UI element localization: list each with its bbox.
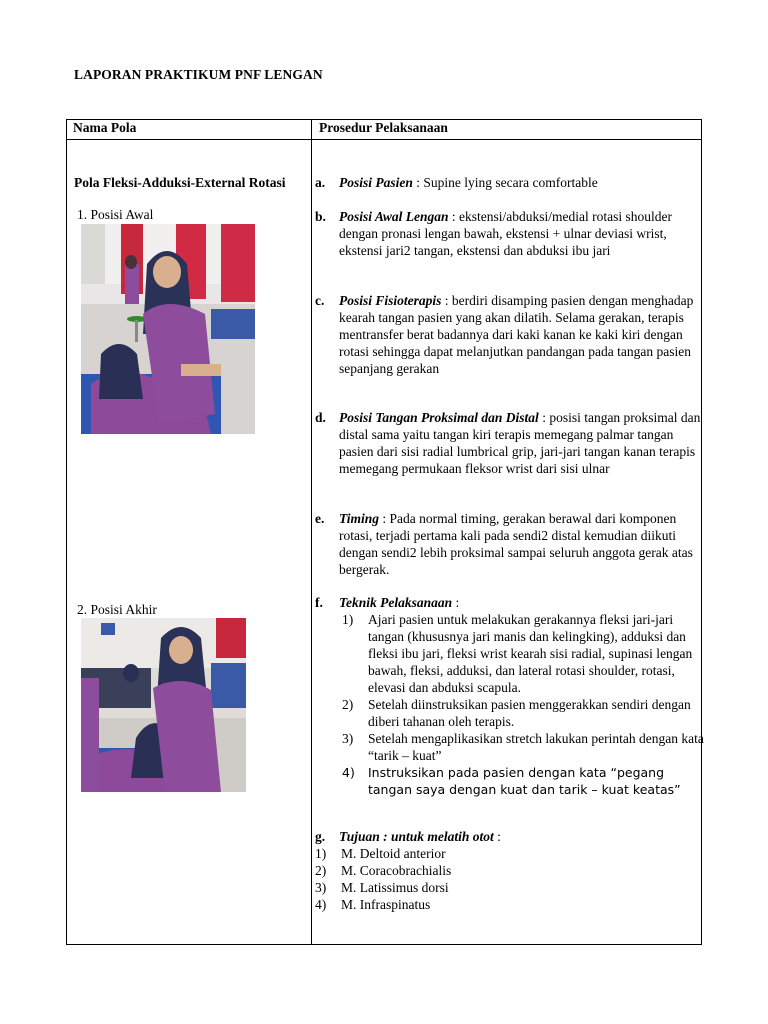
list-item: 2) M. Coracobrachialis xyxy=(315,863,452,878)
section-f-text: : xyxy=(452,595,460,610)
teknik-list xyxy=(342,611,705,798)
section-g xyxy=(315,828,705,913)
section-b-text: : ekstensi/abduksi/medial rotasi shoulder dengan pronasi lengan bawah, ekstensi + ulnar deviasi wrist, ekstensi jari2 tangan, ekstensi dan abduksi ibu jari xyxy=(339,209,672,258)
section-e-heading: Timing xyxy=(339,511,380,526)
section-d-heading: Posisi Tangan Proksimal dan Distal xyxy=(339,410,539,425)
section-e-letter: e. xyxy=(315,511,325,526)
posisi-awal-label: 1. Posisi Awal xyxy=(77,207,154,222)
list-item: 4) M. Infraspinatus xyxy=(315,897,431,912)
col-header-prosedur: Prosedur Pelaksanaan xyxy=(312,120,702,140)
section-e xyxy=(315,510,705,578)
document-title: LAPORAN PRAKTIKUM PNF LENGAN xyxy=(74,67,323,82)
section-a-letter: a. xyxy=(315,175,326,190)
section-a-heading: Posisi Pasien xyxy=(339,175,413,190)
section-a-text: : Supine lying secara comfortable xyxy=(412,175,598,190)
list-item: 1) M. Deltoid anterior xyxy=(315,846,446,861)
otot-list xyxy=(315,845,705,913)
section-b xyxy=(315,208,705,259)
list-item: 4) Instruksikan pada pasien dengan kata “pegang tangan saya dengan kuat dan tarik – kuat keatas” xyxy=(342,765,681,797)
section-d-text: : posisi tangan proksimal dan distal sama yaitu tangan kiri terapis memegang palmar tangan pasien dari sisi radial lumbrical grip, jari-jari tangan kanan terapis memegang permukaan fleksor wrist dari sisi ulnar xyxy=(339,410,701,476)
list-item: 1) Ajari pasien untuk melakukan gerakannya fleksi jari-jari tangan (khususnya jari manis dan kelingking), adduksi dan fleksi ibu jari, fleksi wrist kearah sisi radial, supinasi lengan bawah, fleksi, adduksi, dan lateral rotasi shoulder, rotasi, elevasi dan abduksi scapula. xyxy=(342,612,693,695)
section-c-heading: Posisi Fisioterapis xyxy=(339,293,442,308)
section-g-heading: Tujuan : untuk melatih otot xyxy=(339,829,494,844)
section-f-heading: Teknik Pelaksanaan xyxy=(339,595,453,610)
section-d xyxy=(315,409,705,477)
right-column-cell xyxy=(312,140,702,945)
photo-posisi-akhir xyxy=(81,618,246,792)
section-c xyxy=(315,292,705,377)
section-f-letter: f. xyxy=(315,595,323,610)
col-header-nama-pola: Nama Pola xyxy=(67,120,312,140)
section-f xyxy=(315,594,705,798)
section-b-heading: Posisi Awal Lengan xyxy=(339,209,449,224)
section-c-letter: c. xyxy=(315,293,325,308)
photo-posisi-awal xyxy=(81,224,255,434)
section-g-text: : xyxy=(493,829,501,844)
section-b-letter: b. xyxy=(315,209,326,224)
section-c-text: : berdiri disamping pasien dengan menghadap kearah tangan pasien yang akan dilatih. Selama gerakan, terapis mentransfer berat badannya dari kaki kanan ke kaki kiri dengan rotasi sehingga dapat melanjutkan pandangan pada tangan pasien sepanjang gerakan xyxy=(339,293,694,376)
list-item: 3) M. Latissimus dorsi xyxy=(315,880,449,895)
section-a xyxy=(315,174,705,191)
posisi-akhir-label: 2. Posisi Akhir xyxy=(77,602,157,617)
list-item: 3) Setelah mengaplikasikan stretch lakukan perintah dengan kata “tarik – kuat” xyxy=(342,731,704,763)
list-item: 2) Setelah diinstruksikan pasien menggerakkan sendiri dengan diberi tahanan oleh terapis. xyxy=(342,697,691,729)
section-d-letter: d. xyxy=(315,410,326,425)
left-column-cell xyxy=(67,140,312,945)
pola-name: Pola Fleksi-Adduksi-External Rotasi xyxy=(74,175,286,190)
procedure-table xyxy=(66,119,702,945)
section-g-letter: g. xyxy=(315,829,326,844)
section-e-text: : Pada normal timing, gerakan berawal dari komponen rotasi, terjadi pertama kali pada sendi2 distal kemudian diikuti dengan sendi2 lebih proksimal sampai seluruh anggota gerak atas bergerak. xyxy=(339,511,693,577)
